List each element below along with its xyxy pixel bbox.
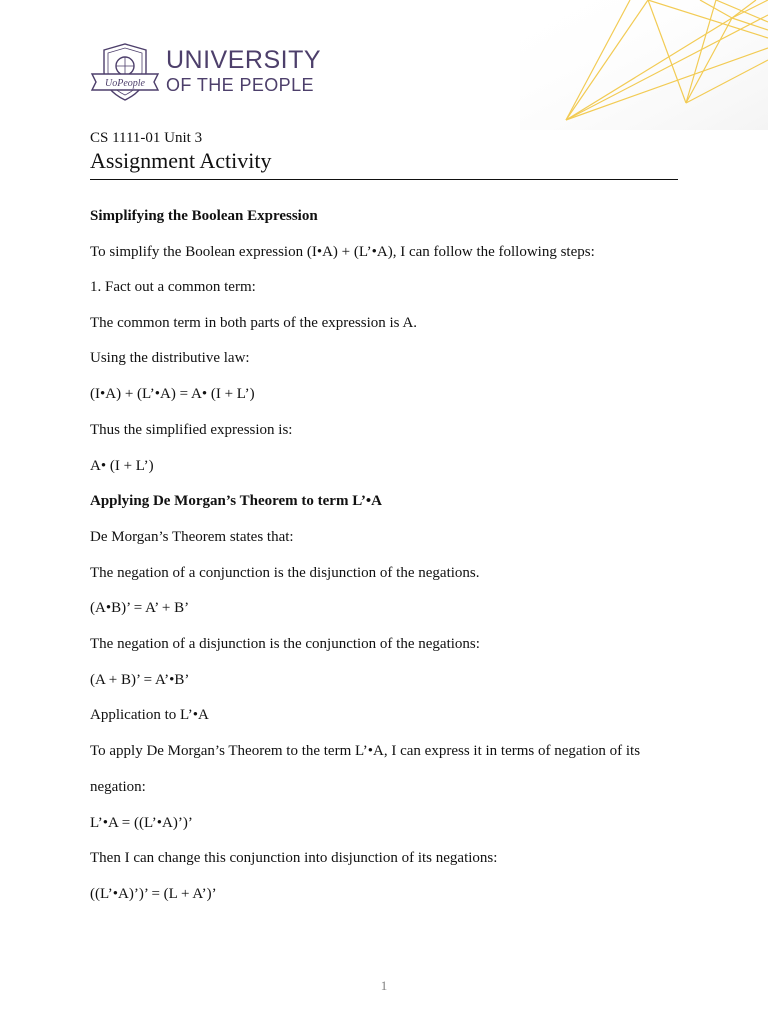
course-code: CS 1111-01 Unit 3 <box>90 130 203 146</box>
logo-wordmark-line1: UNIVERSITY <box>166 46 322 74</box>
uopeople-emblem-icon <box>90 42 160 104</box>
page-title: Assignment Activity <box>90 148 272 173</box>
logo-ribbon-text: UoPeople <box>105 78 145 89</box>
paragraph: The negation of a conjunction is the disjunction of the negations. <box>90 565 480 581</box>
paragraph: negation: <box>90 779 146 795</box>
equation: ((L’•A)’)’ = (L + A’)’ <box>90 886 217 902</box>
equation: (A•B)’ = A’ + B’ <box>90 600 190 616</box>
equation: A• (I + L’) <box>90 458 154 474</box>
paragraph: The common term in both parts of the expression is A. <box>90 315 418 331</box>
section-heading: Simplifying the Boolean Expression <box>90 208 318 224</box>
paragraph: The negation of a disjunction is the conjunction of the negations: <box>90 636 480 652</box>
paragraph: To simplify the Boolean expression (I•A) + (L’•A), I can follow the following steps: <box>90 244 595 260</box>
equation: L’•A = ((L’•A)’)’ <box>90 815 193 831</box>
paragraph: De Morgan’s Theorem states that: <box>90 529 294 545</box>
paragraph: Using the distributive law: <box>90 350 250 366</box>
paragraph: Thus the simplified expression is: <box>90 422 293 438</box>
equation: (A + B)’ = A’•B’ <box>90 672 190 688</box>
paragraph: To apply De Morgan’s Theorem to the term L’•A, I can express it in terms of negation of its <box>90 743 641 759</box>
paragraph: Application to L’•A <box>90 707 209 723</box>
paragraph: Then I can change this conjunction into disjunction of its negations: <box>90 850 498 866</box>
section-heading: Applying De Morgan’s Theorem to term L’•A <box>90 493 382 509</box>
equation: (I•A) + (L’•A) = A• (I + L’) <box>90 386 255 402</box>
logo-wordmark-line2: OF THE PEOPLE <box>166 75 314 95</box>
page-number: 1 <box>380 978 388 993</box>
title-divider <box>90 179 678 180</box>
paragraph: 1. Fact out a common term: <box>90 279 256 295</box>
university-logo <box>90 42 322 104</box>
decorative-line-art <box>520 0 768 130</box>
